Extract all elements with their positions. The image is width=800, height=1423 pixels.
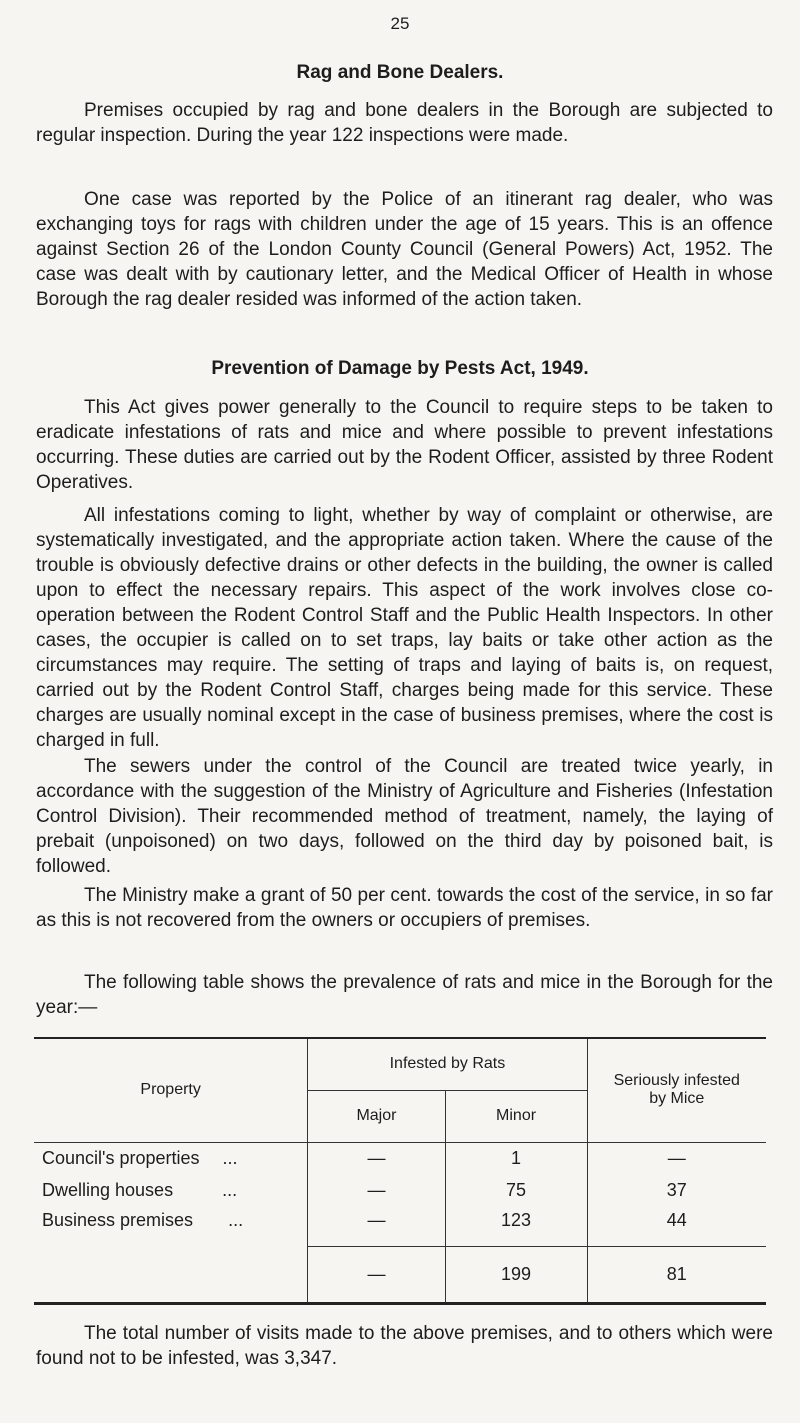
table-row (34, 1174, 766, 1206)
paragraph-sewers-treatment: The sewers under the control of the Council are treated twice yearly, in accordance with the suggestion of the Ministry of Agriculture and Fisheries (Infestation Control Division). Their recommended method of treatment, namely, the laying of prebait (unpoisoned) on two days, followed on the third day by poisoned bait, is followed. (36, 756, 773, 877)
row-major: — (308, 1142, 445, 1174)
row-major: — (308, 1206, 445, 1246)
row-mice: 37 (666, 1179, 687, 1200)
header-minor: Minor (445, 1090, 587, 1142)
paragraph-ministry-grant: The Ministry make a grant of 50 per cent. towards the cost of the service, in so far as this is not recovered from the owners or occupiers of premises. (36, 885, 773, 931)
row-property-name: Business premises (42, 1210, 194, 1230)
row-leader-dots: ... (222, 1179, 238, 1200)
total-major: — (308, 1246, 445, 1303)
section-heading-rag-bone: Rag and Bone Dealers. (296, 62, 504, 83)
paragraph-rag-inspections: Premises occupied by rag and bone dealers in the Borough are subjected to regular inspection. During the year 122 inspections were made. (36, 100, 773, 146)
header-mice-label: Seriously infested by Mice (613, 1072, 740, 1108)
paragraph-infestations-investigated: All infestations coming to light, whether by way of complaint or otherwise, are systematically investigated, and the appropriate action taken. Where the cause of the trouble is obviously defective drains or other defects in the building, the owner is called upon to effect the necessary repairs. This aspect of the work involves close co-operation between the Rodent Control Staff and the Public Health Inspectors. In other cases, the occupier is called on to set traps, lay baits or take other action as the circumstances may require. The setting of traps and laying of baits is, on request, carried out by the Rodent Control Staff, charges being made for this service. These charges are usually nominal except in the case of business premises, where the cost is charged in full. (36, 505, 773, 751)
row-major: — (308, 1174, 445, 1206)
header-infested-by-rats: Infested by Rats (308, 1038, 587, 1090)
total-minor: 199 (445, 1246, 587, 1303)
table-row (34, 1206, 766, 1246)
row-minor: 1 (445, 1142, 587, 1174)
row-mice: — (667, 1147, 686, 1168)
row-leader-dots: ... (222, 1147, 238, 1168)
paragraph-total-visits: The total number of visits made to the above premises, and to others which were found not to be infested, was 3,347. (36, 1323, 773, 1369)
paragraph-pests-act-powers: This Act gives power generally to the Council to require steps to be taken to eradicate infestations of rats and mice and where possible to prevent infestations occurring. These duties are carried out by the Rodent Officer, assisted by three Rodent Operatives. (36, 397, 773, 493)
row-property-name: Dwelling houses (42, 1179, 174, 1200)
header-property: Property (34, 1038, 308, 1142)
rats-mice-table (34, 1037, 766, 1305)
header-major: Major (308, 1090, 445, 1142)
totals-row (34, 1246, 766, 1303)
header-seriously-infested-by-mice (587, 1038, 766, 1142)
paragraph-rag-itinerant-case: One case was reported by the Police of an itinerant rag dealer, who was exchanging toys for rags with children under the age of 15 years. This is an offence against Section 26 of the London County Council (General Powers) Act, 1952. The case was dealt with by cautionary letter, and the Medical Officer of Health in whose Borough the rag dealer resided was informed of the action taken. (36, 189, 773, 310)
row-property-name: Council's properties (42, 1147, 200, 1168)
section-heading-pests-act: Prevention of Damage by Pests Act, 1949. (211, 358, 589, 379)
row-mice: 44 (587, 1206, 766, 1246)
paragraph-table-intro: The following table shows the prevalence of rats and mice in the Borough for the year:— (36, 972, 773, 1018)
page-number: 25 (390, 14, 410, 33)
table-row (34, 1142, 766, 1174)
row-minor: 75 (445, 1174, 587, 1206)
row-leader-dots: ... (228, 1210, 244, 1230)
total-mice: 81 (587, 1246, 766, 1303)
row-minor: 123 (445, 1206, 587, 1246)
